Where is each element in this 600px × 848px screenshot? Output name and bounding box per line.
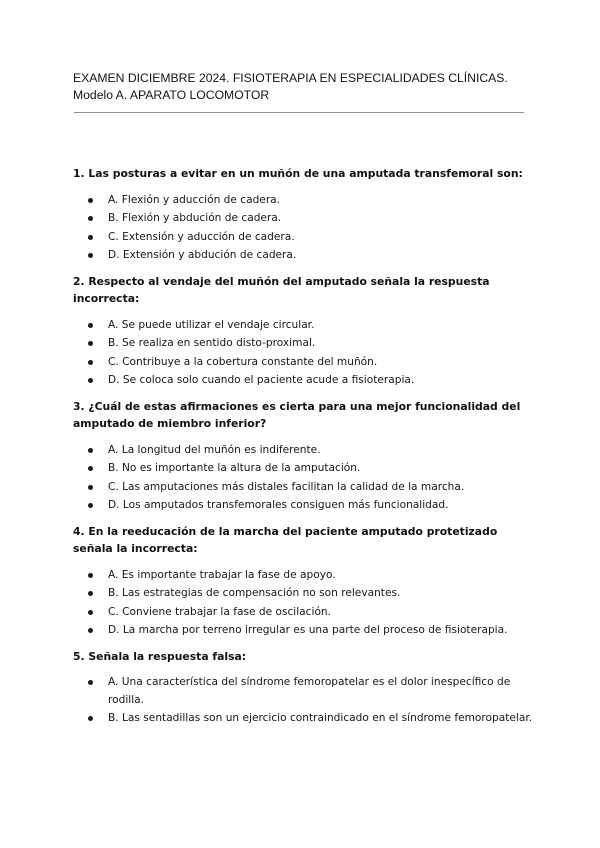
option-item [73,316,533,335]
question-5 [73,648,533,728]
option-item [73,209,533,228]
option-item [73,478,533,497]
option-text: D. Los amputados transfemorales consiguen más funcionalidad. [108,499,449,511]
exam-header [73,70,533,104]
option-item [73,371,533,390]
option-text: D. Se coloca solo cuando el paciente acude a fisioterapia. [108,374,415,386]
question-3 [73,398,533,515]
exam-subtitle: Modelo A. APARATO LOCOMOTOR [73,88,270,102]
option-item [73,459,533,478]
question-title: 2. Respecto al vendaje del muñón del amputado señala la respuesta incorrecta: [73,274,490,305]
bullet-icon [88,485,93,490]
bullet-icon [88,680,93,685]
option-item [73,246,533,265]
bullet-icon [88,341,93,346]
bullet-icon [88,360,93,365]
bullet-icon [88,503,93,508]
bullet-icon [88,198,93,203]
option-text: C. Extensión y aducción de cadera. [108,230,295,243]
option-text: D. Extensión y abdución de cadera. [108,249,297,261]
bullet-icon [88,448,93,453]
bullet-icon [88,253,93,258]
question-title: 5. Señala la respuesta falsa: [73,649,247,663]
question-4 [73,523,533,640]
bullet-icon [88,466,93,471]
option-text: A. Se puede utilizar el vendaje circular. [108,318,315,331]
option-item [73,191,533,210]
option-list [73,673,533,727]
option-text: C. Conviene trabajar la fase de oscilación. [108,605,332,618]
question-1 [73,165,533,265]
option-text: B. Se realiza en sentido disto-proximal. [108,337,316,349]
option-item [73,228,533,247]
option-list [73,441,533,515]
bullet-icon [88,591,93,596]
option-item [73,566,533,585]
option-text: B. Las sentadillas son un ejercicio contraindicado en el síndrome femoropatelar. [108,712,533,724]
option-item [73,673,533,709]
bullet-icon [88,628,93,633]
exam-title: EXAMEN DICIEMBRE 2024. FISIOTERAPIA EN ESPECIALIDADES CLÍNICAS. [73,71,508,85]
option-text: A. Una característica del síndrome femoropatelar es el dolor inespecífico de rodilla. [108,676,511,706]
question-title: 4. En la reeducación de la marcha del paciente amputado protetizado señala la incorrecta: [73,524,498,555]
option-item [73,709,533,727]
option-item [73,441,533,460]
option-text: B. Flexión y abdución de cadera. [108,212,282,224]
question-2 [73,273,533,390]
option-text: A. Flexión y aducción de cadera. [108,193,281,206]
question-list [73,165,533,735]
option-text: B. No es importante la altura de la amputación. [108,462,361,474]
option-text: C. Contribuye a la cobertura constante del muñón. [108,355,378,368]
option-text: B. Las estrategias de compensación no son relevantes. [108,587,401,599]
option-item [73,584,533,603]
question-title: 1. Las posturas a evitar en un muñón de una amputada transfemoral son: [73,167,523,180]
option-item [73,603,533,622]
option-item [73,334,533,353]
bullet-icon [88,573,93,578]
header-divider [74,112,524,113]
option-text: A. La longitud del muñón es indiferente. [108,443,321,456]
option-item [73,353,533,372]
bullet-icon [88,216,93,221]
bullet-icon [88,716,93,721]
option-text: D. La marcha por terreno irregular es una parte del proceso de fisioterapia. [108,624,508,636]
option-list [73,566,533,640]
option-list [73,316,533,390]
bullet-icon [88,323,93,328]
option-text: A. Es importante trabajar la fase de apoyo. [108,568,336,581]
bullet-icon [88,610,93,615]
option-item [73,621,533,640]
bullet-icon [88,378,93,383]
question-title: 3. ¿Cuál de estas afirmaciones es cierta para una mejor funcionalidad del amputado de miembro inferior? [73,399,521,430]
option-item [73,496,533,515]
option-text: C. Las amputaciones más distales facilitan la calidad de la marcha. [108,480,465,493]
option-list [73,191,533,265]
bullet-icon [88,235,93,240]
